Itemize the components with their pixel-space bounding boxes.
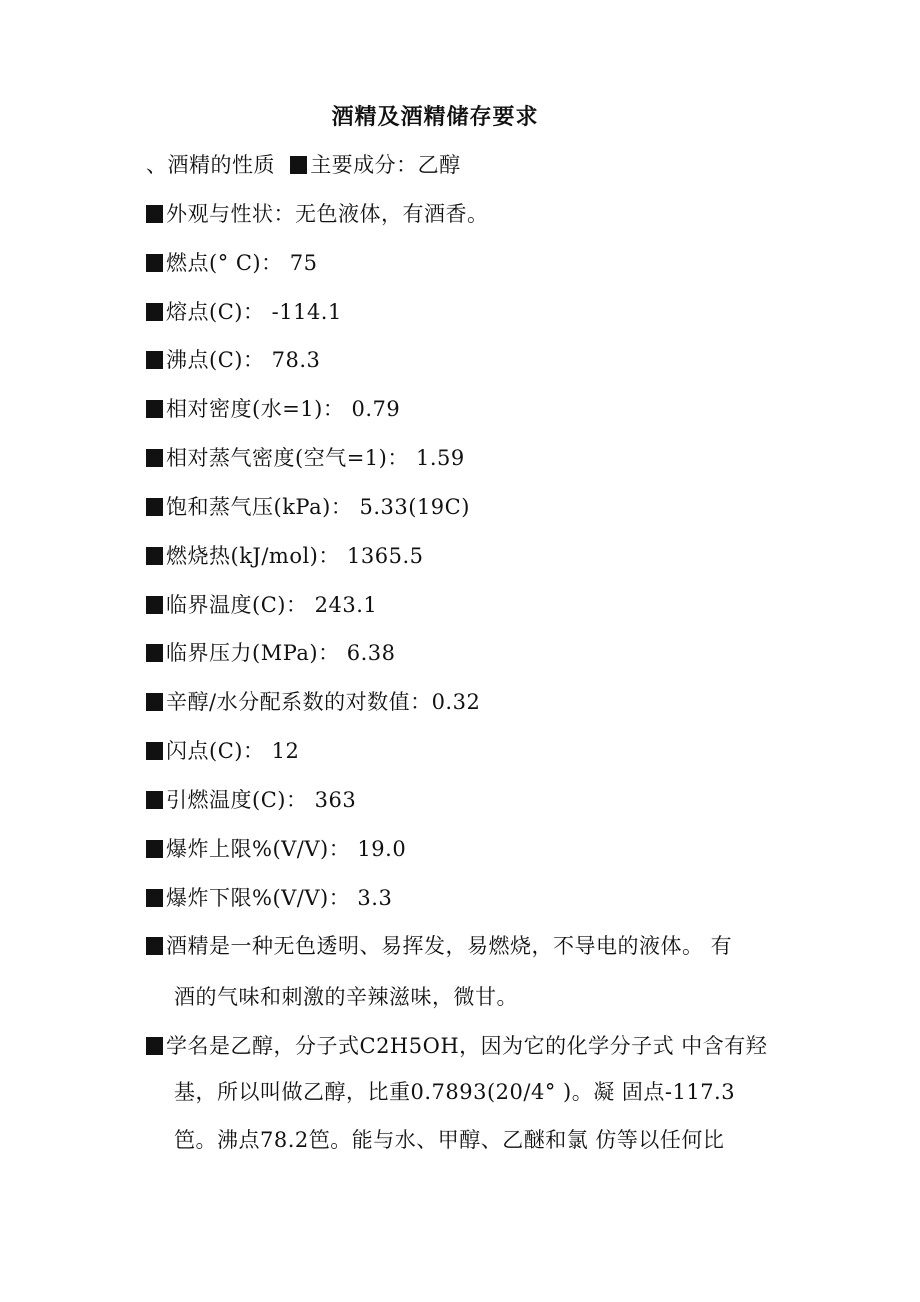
paragraph-2-line-1	[146, 1031, 767, 1061]
property-text: 燃烧热(kJ/mol)： 1365.5	[166, 544, 424, 568]
property-text: 沸点(C)： 78.3	[166, 348, 321, 372]
property-item	[146, 345, 320, 375]
property-item	[146, 199, 489, 229]
property-text: 相对蒸气密度(空气=1)： 1.59	[166, 446, 465, 470]
bullet-icon	[146, 547, 163, 565]
bullet-icon	[146, 449, 163, 467]
property-item	[146, 394, 400, 424]
property-text: 爆炸下限%(V/V)： 3.3	[166, 886, 393, 910]
bullet-icon	[146, 742, 163, 760]
bullet-icon	[146, 254, 163, 272]
property-item	[146, 638, 396, 668]
paragraph-text: 学名是乙醇，分子式C2H5OH，因为它的化学分子式 中含有羟	[166, 1034, 768, 1058]
bullet-icon	[146, 1037, 163, 1055]
paragraph-2-line-3: 笆。沸点78.2笆。能与水、甲醇、乙醚和氯 仿等以任何比	[174, 1128, 725, 1152]
bullet-icon	[146, 400, 163, 418]
bullet-icon	[146, 596, 163, 614]
document-title: 酒精及酒精储存要求	[331, 105, 539, 130]
property-text: 燃点(° C)： 75	[166, 251, 318, 275]
property-item	[146, 834, 406, 864]
bullet-icon	[146, 937, 163, 955]
property-text: 引燃温度(C)： 363	[166, 788, 357, 812]
intro-line	[146, 150, 461, 180]
property-item	[146, 883, 392, 913]
property-item	[146, 785, 356, 815]
bullet-icon	[146, 498, 163, 516]
paragraph-1-line-1	[146, 931, 732, 961]
property-text: 外观与性状：无色液体，有酒香。	[166, 202, 489, 226]
property-item	[146, 297, 342, 327]
property-text: 临界温度(C)： 243.1	[166, 593, 378, 617]
bullet-icon	[146, 693, 163, 711]
bullet-icon	[146, 205, 163, 223]
bullet-icon	[146, 840, 163, 858]
intro-text: 主要成分：乙醇	[310, 153, 461, 177]
property-item	[146, 541, 424, 571]
property-text: 爆炸上限%(V/V)： 19.0	[166, 837, 407, 861]
property-text: 相对密度(水=1)： 0.79	[166, 397, 401, 421]
property-text: 闪点(C)： 12	[166, 739, 300, 763]
property-text: 饱和蒸气压(kPa)： 5.33(19C)	[166, 495, 470, 519]
paragraph-1-line-2: 酒的气味和刺激的辛辣滋味，微甘。	[174, 985, 518, 1009]
bullet-icon	[146, 351, 163, 369]
paragraph-2-line-2: 基，所以叫做乙醇，比重0.7893(20/4° )。凝 固点-117.3	[174, 1080, 736, 1104]
property-text: 临界压力(MPa)： 6.38	[166, 641, 396, 665]
intro-prefix: 、酒精的性质	[146, 153, 275, 177]
paragraph-text: 酒精是一种无色透明、易挥发，易燃烧，不导电的液体。 有	[166, 934, 733, 958]
property-item	[146, 248, 318, 278]
property-text: 熔点(C)： -114.1	[166, 300, 342, 324]
bullet-icon	[146, 791, 163, 809]
property-text: 辛醇/水分配系数的对数值：0.32	[166, 690, 481, 714]
property-item	[146, 443, 465, 473]
property-item	[146, 492, 470, 522]
property-item	[146, 590, 377, 620]
bullet-icon	[146, 644, 163, 662]
bullet-icon	[146, 303, 163, 321]
property-item	[146, 687, 480, 717]
bullet-icon	[290, 156, 307, 174]
bullet-icon	[146, 889, 163, 907]
property-item	[146, 736, 299, 766]
